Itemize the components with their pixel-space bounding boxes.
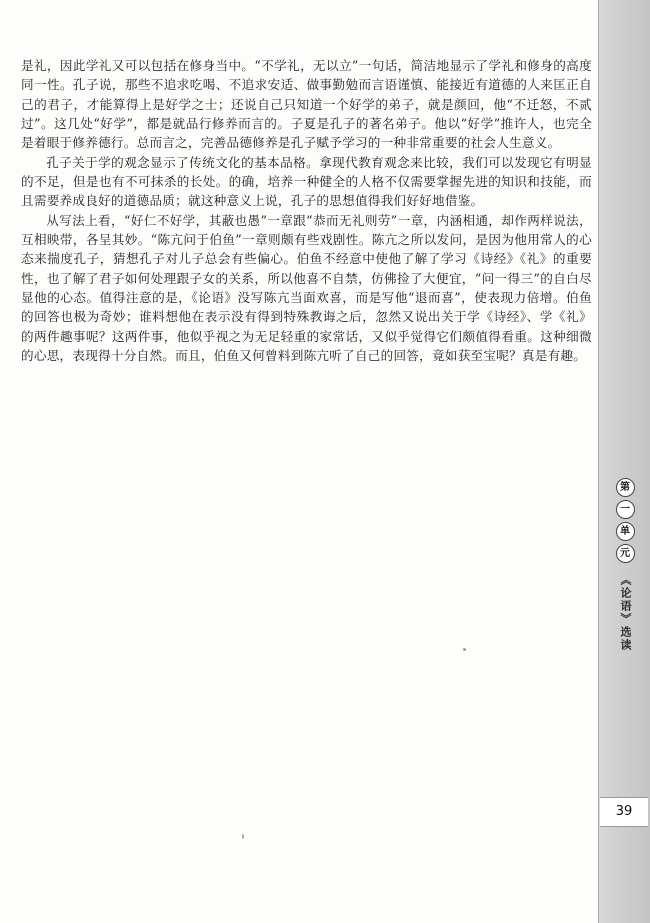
paragraph-1: 是礼，因此学礼又可以包括在修身当中。“不学礼，无以立”一句话，简洁地显示了学礼和修身的高度同一性。孔子说，那些不追求吃喝、不追求安适、做事勤勉而言语谨慎、能接近有道德的人来匡正自己的君子，才能算得上是好学之士；还说自己只知道一个好学的弟子，就是颜回，他“不迁怒，不贰过”。这几处“好学”，都是就品行修养而言的。子夏是孔子的著名弟子。他以“好学”推许人，也完全是着眼于修养德行。总而言之，完善品德修养是孔子赋予学习的一种非常重要的社会人生意义。: [21, 58, 592, 151]
side-margin-edge: [598, 0, 599, 923]
paragraph-2: 孔子关于学的观念显示了传统文化的基本品格。拿现代教育观念来比较，我们可以发现它有明显的不足，但是也有不可抹杀的长处。的确，培养一种健全的人格不仅需要掌握先进的知识和技能，而且需要养成良好的道德品质；就这种意义上说，孔子的思想值得我们好好地借鉴。: [21, 154, 592, 209]
paragraph-3: 从写法上看，“好仁不好学，其蔽也愚”一章跟“恭而无礼则劳”一章，内涵相通，却作两样说法，互相映带，各呈其妙。“陈亢问于伯鱼”一章则颇有些戏剧性。陈亢之所以发问，是因为他用常人的心态来揣度孔子，猜想孔子对儿子总会有些偏心。伯鱼不经意中使他了解了学习《诗经》《礼》的重要性，也了解了君子如何处理跟子女的关系，所以他喜不自禁，仿佛捡了大便宜，“问一得三”的自白尽显他的心态。值得注意的是，《论语》没写陈亢当面欢喜，而是写他“退而喜”，使表现力倍增。伯鱼的回答也极为奇妙；谁料想他在表示没有得到特殊教诲之后，忽然又说出关于学《诗经》、学《礼》的两件趣事呢？这两件事，他似乎视之为无足轻重的家常话，又似乎觉得它们颇值得看重。这种细微的心思，表现得十分自然。而且，伯鱼又何曾料到陈亢听了自己的回答，竟如获至宝呢？真是有趣。: [21, 212, 592, 364]
unit-char-1: 第: [616, 478, 635, 497]
page-number: 39: [600, 797, 648, 827]
scan-speck: [463, 648, 466, 651]
scan-speck: [242, 834, 244, 839]
unit-label-column: [603, 478, 647, 652]
unit-char-3: 单: [616, 522, 635, 541]
body-text: [21, 56, 592, 366]
book-title: 《论语》选读: [619, 574, 632, 652]
unit-char-2: 一: [616, 500, 635, 519]
unit-char-4: 元: [616, 544, 635, 563]
side-margin-bar: [598, 0, 650, 923]
